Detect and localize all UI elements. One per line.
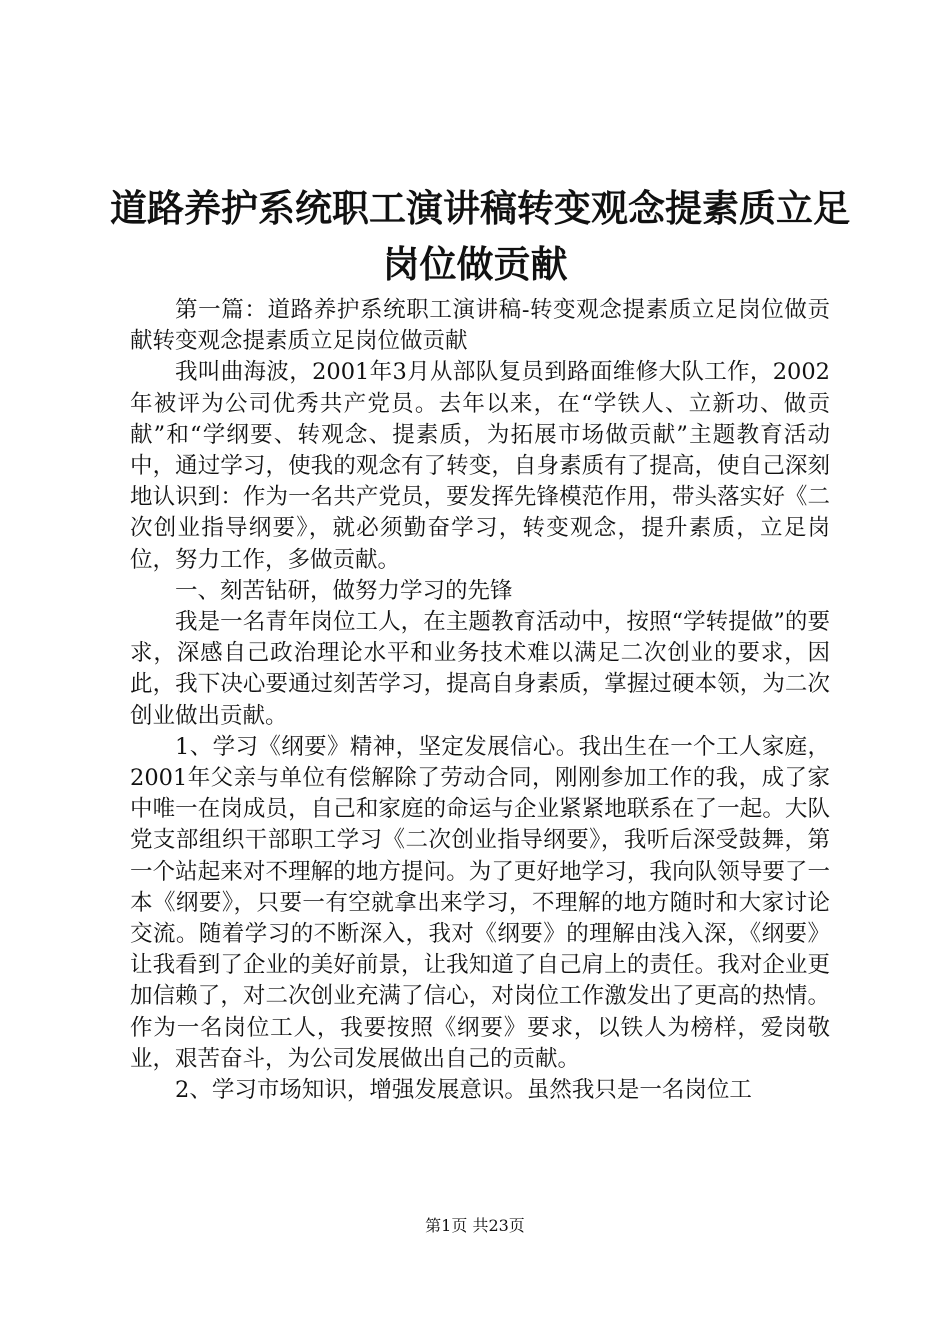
paragraph-introduction: 我叫曲海波，2001年3月从部队复员到路面维修大队工作，2002年被评为公司优秀共产党员。去年以来，在“学铁人、立新功、做贡献”和“学纲要、转观念、提素质，为拓展市场做贡献”主题教育活动中，通过学习，使我的观念有了转变，自身素质有了提高，使自己深刻地认识到：作为一名共产党员，要发挥先锋模范作用，带头落实好《二次创业指导纲要》，就必须勤奋学习，转变观念，提升素质，立足岗位，努力工作，多做贡献。 [130,359,830,573]
page-number-footer: 第1页 共23页 [425,1216,525,1235]
section-heading-1: 一、刻苦钻研，做努力学习的先锋 [175,577,513,604]
document-body [130,295,830,1106]
document-title-line-1: 道路养护系统职工演讲稿转变观念提素质立足 [110,186,850,230]
paragraph-item-1: 1、学习《纲要》精神，坚定发展信心。我出生在一个工人家庭，2001年父亲与单位有偿解除了劳动合同，刚刚参加工作的我，成了家中唯一在岗成员，自己和家庭的命运与企业紧紧地联系在了一起。大队党支部组织干部职工学习《二次创业指导纲要》，我听后深受鼓舞，第一个站起来对不理解的地方提问。为了更好地学习，我向队领导要了一本《纲要》，只要一有空就拿出来学习，不理解的地方随时和大家讨论交流。随着学习的不断深入，我对《纲要》的理解由浅入深，《纲要》让我看到了企业的美好前景，让我知道了自己肩上的责任。我对企业更加信赖了，对二次创业充满了信心，对岗位工作激发出了更高的热情。作为一名岗位工人，我要按照《纲要》要求，以铁人为榜样，爱岗敬业，艰苦奋斗，为公司发展做出自己的贡献。 [130,733,830,1072]
paragraph-section-1: 我是一名青年岗位工人，在主题教育活动中，按照“学转提做”的要求，深感自己政治理论水平和业务技术难以满足二次创业的要求，因此，我下决心要通过刻苦学习，提高自身素质，掌握过硬本领，为二次创业做出贡献。 [130,609,830,729]
document-title-line-2: 岗位做贡献 [382,242,568,286]
paragraph-item-2: 2、学习市场知识，增强发展意识。虽然我只是一名岗位工 [175,1077,752,1104]
paragraph-intro-heading: 第一篇：道路养护系统职工演讲稿-转变观念提素质立足岗位做贡献转变观念提素质立足岗位做贡献 [130,297,830,355]
